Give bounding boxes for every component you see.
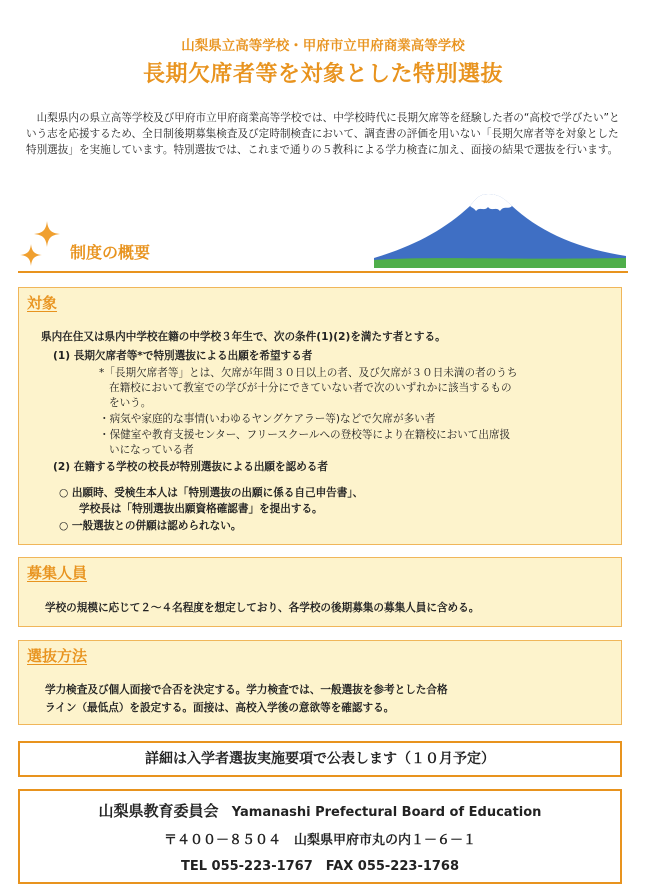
circle-item: ○ 出願時、受検生本人は「特別選抜の出願に係る自己申告書」、 [59, 487, 364, 499]
contact-org-en: Yamanashi Prefectural Board of Education [231, 805, 542, 820]
target-lead: 県内在住又は県内中学校在籍の中学校３年生で、次の条件(1)(2)を満たす者とする。 [41, 331, 446, 343]
recruit-text: 学校の規模に応じて２～４名程度を想定しており、各学校の後期募集の募集人員に含める。 [45, 602, 480, 614]
contact-org-ja: 山梨県教育委員会 [98, 802, 219, 820]
mount-fuji-illustration [374, 186, 626, 268]
note-line: をいう。 [109, 397, 152, 409]
target-section [18, 287, 622, 545]
details-notice: 詳細は入学者選抜実施要項で公表します（１０月予定） [18, 741, 622, 777]
section-divider [18, 271, 628, 273]
circle-item: 学校長は「特別選抜出願資格確認書」を提出する。 [79, 503, 323, 515]
intro-paragraph: 山梨県内の県立高等学校及び甲府市立甲府商業高等学校では、中学校時代に長期欠席等を経験した者の“高校で学びたい”という志を応援するため、全日制後期募集検査及び定時制検査において、調査書の評価を用いない「長期欠席者等を対象とした特別選抜」を実施しています。特別選抜では、これまで通りの５教科による学力検査に加え、面接の結果で選抜を行います。 [26, 112, 620, 156]
recruit-title: 募集人員 [27, 564, 88, 582]
recruit-section [18, 557, 622, 627]
target-title: 対象 [27, 294, 58, 312]
org-line: 山梨県立高等学校・甲府市立甲府商業高等学校 [181, 38, 465, 54]
method-text: ライン（最低点）を設定する。面接は、高校入学後の意欲等を確認する。 [45, 702, 395, 714]
contact-org [20, 800, 620, 821]
method-text: 学力検査及び個人面接で合否を決定する。学力検査では、一般選抜を参考とした合格 [45, 684, 448, 696]
page-title: 長期欠席者等を対象とした特別選抜 [142, 62, 503, 87]
section-heading: 制度の概要 [70, 243, 151, 262]
condition-1: (1) 長期欠席者等*で特別選抜による出願を希望する者 [53, 350, 313, 362]
contact-phone: TEL 055-223-1767 FAX 055-223-1768 [180, 859, 460, 874]
note-line: 在籍校において教室での学びが十分にできていない者で次のいずれかに該当するもの [109, 382, 512, 394]
bullet-item: ・保健室や教育支援センター、フリースクールへの登校等により在籍校において出席扱 [99, 429, 511, 441]
bullet-item: いになっている者 [109, 444, 194, 456]
contact-address: 〒４００－８５０４ 山梨県甲府市丸の内１－６－１ [163, 833, 476, 848]
contact-box [18, 789, 622, 884]
condition-2: (2) 在籍する学校の校長が特別選抜による出願を認める者 [53, 461, 328, 473]
method-title: 選抜方法 [27, 647, 88, 665]
circle-item: ○ 一般選抜との併願は認められない。 [59, 520, 242, 532]
method-section [18, 640, 622, 725]
sparkle-icon [20, 244, 42, 266]
note-line: *「長期欠席者等」とは、欠席が年間３０日以上の者、及び欠席が３０日未満の者のうち [99, 367, 518, 379]
bullet-item: ・病気や家庭的な事情(いわゆるヤングケアラー等)などで欠席が多い者 [99, 413, 436, 425]
